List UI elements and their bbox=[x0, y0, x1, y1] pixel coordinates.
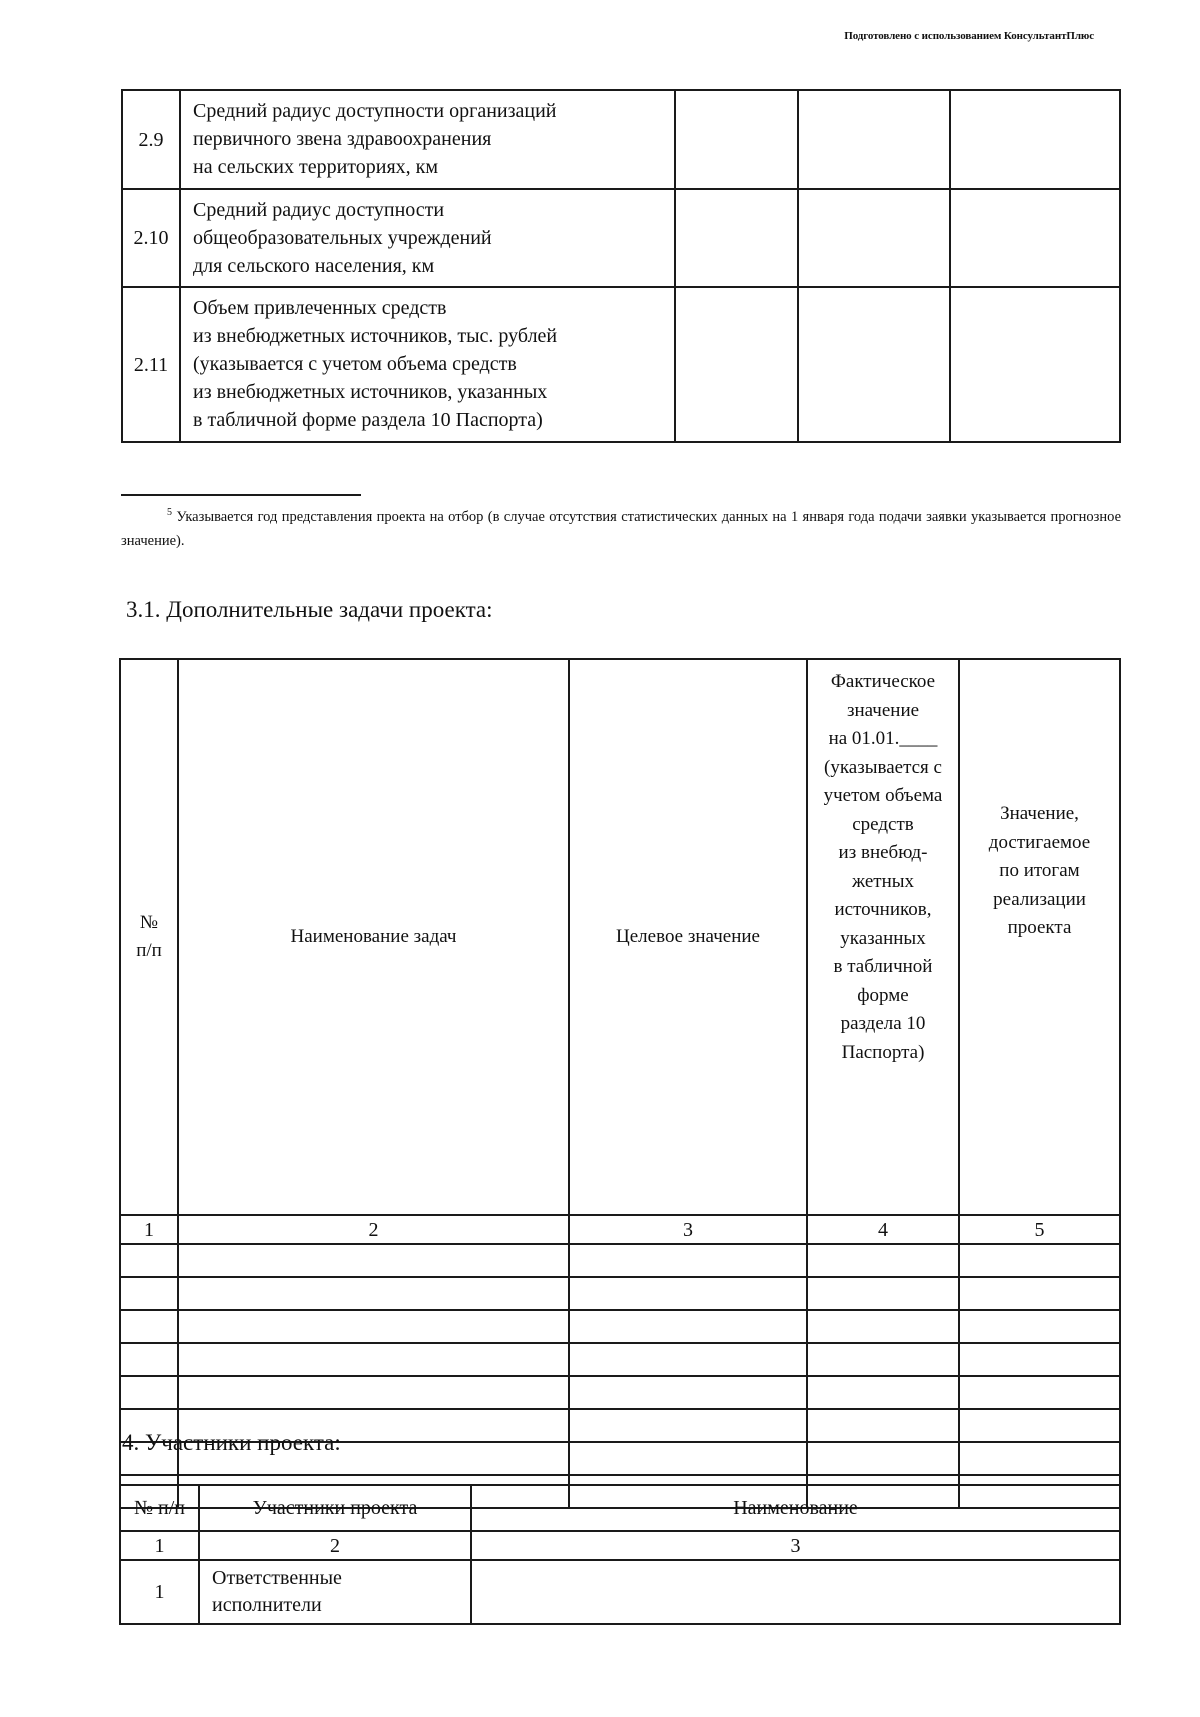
table-row bbox=[120, 1310, 1120, 1343]
empty-cell[interactable] bbox=[959, 1244, 1120, 1277]
empty-cell[interactable] bbox=[807, 1310, 959, 1343]
header-name: Наименование bbox=[471, 1485, 1120, 1531]
column-number: 1 bbox=[120, 1215, 178, 1244]
empty-cell[interactable] bbox=[807, 1409, 959, 1442]
value-cell[interactable] bbox=[798, 90, 950, 189]
empty-cell[interactable] bbox=[807, 1442, 959, 1475]
header-actual-value: Фактическое значение на 01.01.____ (указывается с учетом объема средств из внебюд- жетных источников, указанных в табличной форме раздела 10 Паспорта) bbox=[807, 659, 959, 1215]
column-number: 1 bbox=[120, 1531, 199, 1560]
table-header-row bbox=[120, 659, 1120, 1215]
header-note: Подготовлено с использованием КонсультантПлюс bbox=[844, 30, 1094, 42]
header-participants: Участники проекта bbox=[199, 1485, 471, 1531]
indicators-table bbox=[121, 89, 1121, 443]
empty-cell[interactable] bbox=[959, 1442, 1120, 1475]
table-row bbox=[120, 1343, 1120, 1376]
empty-cell[interactable] bbox=[959, 1376, 1120, 1409]
header-number: № п/п bbox=[120, 1485, 199, 1531]
footnote-marker: 5 bbox=[167, 507, 172, 518]
empty-cell[interactable] bbox=[959, 1409, 1120, 1442]
empty-cell[interactable] bbox=[120, 1310, 178, 1343]
column-number-row bbox=[120, 1215, 1120, 1244]
empty-cell[interactable] bbox=[178, 1376, 569, 1409]
table-header-row bbox=[120, 1485, 1120, 1531]
empty-cell[interactable] bbox=[569, 1343, 807, 1376]
value-cell[interactable] bbox=[950, 287, 1120, 442]
table-row bbox=[122, 287, 1120, 442]
header-target-value: Целевое значение bbox=[569, 659, 807, 1215]
empty-cell[interactable] bbox=[178, 1277, 569, 1310]
column-number-row bbox=[120, 1531, 1120, 1560]
empty-cell[interactable] bbox=[120, 1244, 178, 1277]
column-number: 2 bbox=[199, 1531, 471, 1560]
empty-cell[interactable] bbox=[569, 1442, 807, 1475]
column-number: 5 bbox=[959, 1215, 1120, 1244]
empty-cell[interactable] bbox=[807, 1244, 959, 1277]
table-row bbox=[122, 189, 1120, 287]
row-number: 2.11 bbox=[122, 287, 180, 442]
section-4-title: 4. Участники проекта: bbox=[122, 1430, 341, 1455]
empty-cell[interactable] bbox=[807, 1343, 959, 1376]
value-cell[interactable] bbox=[675, 90, 798, 189]
footnote-divider bbox=[121, 494, 361, 496]
column-number: 3 bbox=[569, 1215, 807, 1244]
row-number: 2.10 bbox=[122, 189, 180, 287]
header-number: № п/п bbox=[120, 659, 178, 1215]
empty-cell[interactable] bbox=[807, 1277, 959, 1310]
empty-cell[interactable] bbox=[569, 1376, 807, 1409]
table-row bbox=[120, 1560, 1120, 1624]
empty-cell[interactable] bbox=[120, 1343, 178, 1376]
footnote-text: Указывается год представления проекта на отбор (в случае отсутствия статистических данных на 1 января года подачи заявки указывается прогнозное значение). bbox=[121, 509, 1122, 549]
empty-cell[interactable] bbox=[178, 1244, 569, 1277]
empty-cell[interactable] bbox=[120, 1376, 178, 1409]
empty-cell[interactable] bbox=[807, 1376, 959, 1409]
table-row bbox=[120, 1244, 1120, 1277]
empty-cell[interactable] bbox=[569, 1244, 807, 1277]
value-cell[interactable] bbox=[798, 189, 950, 287]
empty-cell[interactable] bbox=[178, 1310, 569, 1343]
participant-role: Ответственные исполнители bbox=[199, 1560, 471, 1624]
column-number: 4 bbox=[807, 1215, 959, 1244]
footnote bbox=[121, 501, 1121, 553]
empty-cell[interactable] bbox=[959, 1343, 1120, 1376]
table-row bbox=[120, 1277, 1120, 1310]
value-cell[interactable] bbox=[675, 287, 798, 442]
table-row bbox=[120, 1376, 1120, 1409]
empty-cell[interactable] bbox=[959, 1310, 1120, 1343]
empty-cell[interactable] bbox=[120, 1277, 178, 1310]
empty-cell[interactable] bbox=[178, 1343, 569, 1376]
participant-name-cell[interactable] bbox=[471, 1560, 1120, 1624]
empty-cell[interactable] bbox=[959, 1277, 1120, 1310]
indicator-description: Средний радиус доступности общеобразовательных учреждений для сельского населения, км bbox=[180, 189, 675, 287]
value-cell[interactable] bbox=[950, 90, 1120, 189]
header-task-name: Наименование задач bbox=[178, 659, 569, 1215]
value-cell[interactable] bbox=[675, 189, 798, 287]
empty-cell[interactable] bbox=[569, 1277, 807, 1310]
value-cell[interactable] bbox=[798, 287, 950, 442]
column-number: 3 bbox=[471, 1531, 1120, 1560]
participants-table bbox=[119, 1484, 1121, 1625]
row-number: 2.9 bbox=[122, 90, 180, 189]
header-achieved-value: Значение, достигаемое по итогам реализации проекта bbox=[959, 659, 1120, 1215]
value-cell[interactable] bbox=[950, 189, 1120, 287]
section-3-1-title: 3.1. Дополнительные задачи проекта: bbox=[126, 597, 493, 622]
additional-tasks-table bbox=[119, 658, 1121, 1509]
column-number: 2 bbox=[178, 1215, 569, 1244]
empty-cell[interactable] bbox=[569, 1310, 807, 1343]
indicator-description: Средний радиус доступности организаций первичного звена здравоохранения на сельских территориях, км bbox=[180, 90, 675, 189]
empty-cell[interactable] bbox=[569, 1409, 807, 1442]
indicator-description: Объем привлеченных средств из внебюджетных источников, тыс. рублей (указывается с учетом объема средств из внебюджетных источников, указанных в табличной форме раздела 10 Паспорта) bbox=[180, 287, 675, 442]
table-row bbox=[122, 90, 1120, 189]
row-number: 1 bbox=[120, 1560, 199, 1624]
